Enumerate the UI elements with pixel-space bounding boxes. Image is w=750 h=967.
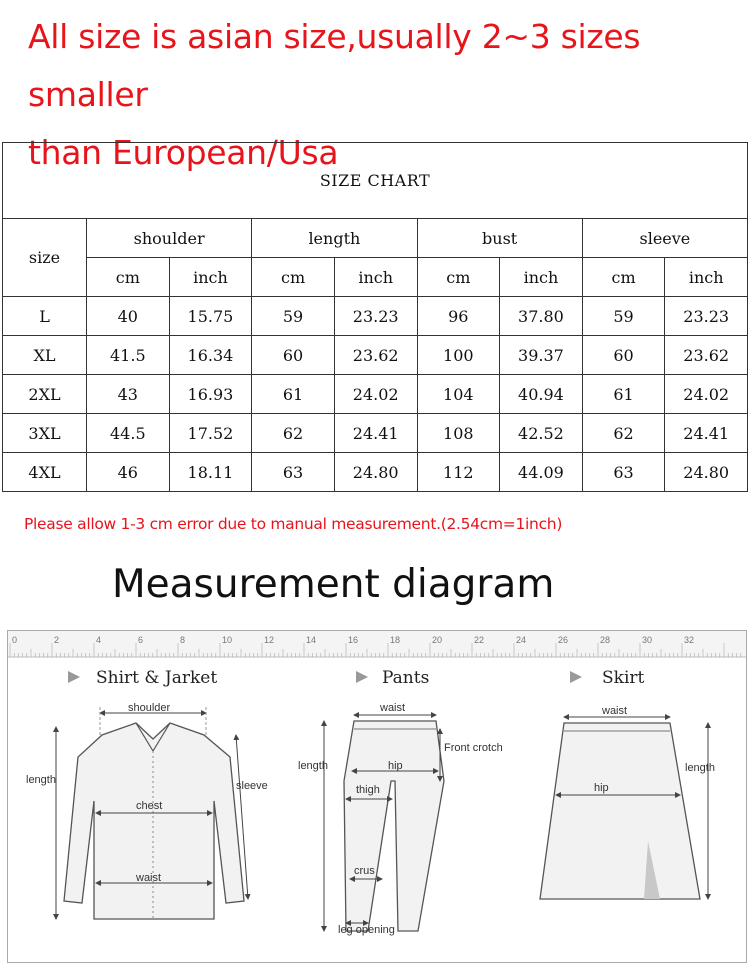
ruler-number: 16 — [348, 635, 359, 645]
ruler — [8, 631, 746, 657]
ruler-number: 0 — [12, 635, 18, 645]
skirt-hip-label: hip — [594, 782, 609, 794]
group-header-shoulder: shoulder — [87, 219, 252, 258]
value-cell: 46 — [87, 453, 170, 492]
unit-header: cm — [417, 258, 500, 297]
shirt-waist-label: waist — [136, 872, 162, 884]
ruler-number: 32 — [684, 635, 695, 645]
diagram-title: Measurement diagram — [112, 562, 555, 607]
table-row — [3, 297, 748, 336]
value-cell: 24.80 — [334, 453, 417, 492]
skirt-length-label: length — [685, 762, 715, 774]
unit-header: inch — [665, 258, 748, 297]
value-cell: 60 — [252, 336, 335, 375]
shirt-title: Shirt & Jarket — [96, 668, 218, 688]
ruler-number: 10 — [222, 635, 233, 645]
unit-header: cm — [87, 258, 170, 297]
shirt-shoulder-label: shoulder — [128, 702, 171, 714]
shirt-length-label: length — [26, 774, 56, 786]
unit-header: cm — [252, 258, 335, 297]
ruler-number: 4 — [96, 635, 102, 645]
unit-header: inch — [169, 258, 252, 297]
pants-waist-label: waist — [380, 702, 406, 714]
shirt-chest-label: chest — [136, 800, 163, 812]
pants-section — [298, 668, 503, 936]
value-cell: 23.62 — [665, 336, 748, 375]
value-cell: 61 — [252, 375, 335, 414]
value-cell: 39.37 — [500, 336, 583, 375]
ruler-number: 22 — [474, 635, 485, 645]
triangle-bullet-icon — [68, 671, 80, 683]
pants-hip-label: hip — [388, 760, 403, 772]
value-cell: 24.02 — [665, 375, 748, 414]
value-cell: 24.41 — [665, 414, 748, 453]
unit-header: inch — [500, 258, 583, 297]
value-cell: 24.41 — [334, 414, 417, 453]
size-chart-table — [2, 142, 748, 492]
unit-header: cm — [582, 258, 665, 297]
size-cell: 2XL — [3, 375, 87, 414]
value-cell: 23.62 — [334, 336, 417, 375]
ruler-number: 14 — [306, 635, 317, 645]
skirt-title: Skirt — [602, 668, 645, 688]
size-chart-title: SIZE CHART — [3, 143, 748, 219]
size-cell: 3XL — [3, 414, 87, 453]
value-cell: 96 — [417, 297, 500, 336]
ruler-number: 26 — [558, 635, 569, 645]
size-cell: XL — [3, 336, 87, 375]
value-cell: 61 — [582, 375, 665, 414]
value-cell: 41.5 — [87, 336, 170, 375]
skirt-waist-label: waist — [602, 705, 628, 717]
table-row — [3, 453, 748, 492]
ruler-number: 24 — [516, 635, 527, 645]
group-header-length: length — [252, 219, 417, 258]
value-cell: 37.80 — [500, 297, 583, 336]
pants-crus-label: crus — [354, 865, 375, 877]
table-row — [3, 414, 748, 453]
value-cell: 16.93 — [169, 375, 252, 414]
value-cell: 62 — [582, 414, 665, 453]
ruler-number: 28 — [600, 635, 611, 645]
pants-icon — [344, 721, 444, 931]
ruler-number: 8 — [180, 635, 186, 645]
skirt-section — [540, 668, 715, 899]
table-row — [3, 336, 748, 375]
value-cell: 62 — [252, 414, 335, 453]
value-cell: 23.23 — [665, 297, 748, 336]
group-header-bust: bust — [417, 219, 582, 258]
shirt-sleeve-label: sleeve — [236, 780, 268, 792]
value-cell: 42.52 — [500, 414, 583, 453]
triangle-bullet-icon — [570, 671, 582, 683]
pants-length-label: length — [298, 760, 328, 772]
shirt-icon — [64, 723, 244, 919]
value-cell: 108 — [417, 414, 500, 453]
value-cell: 44.5 — [87, 414, 170, 453]
ruler-number: 2 — [54, 635, 60, 645]
ruler-number: 18 — [390, 635, 401, 645]
value-cell: 40 — [87, 297, 170, 336]
value-cell: 63 — [582, 453, 665, 492]
ruler-number: 20 — [432, 635, 443, 645]
value-cell: 59 — [252, 297, 335, 336]
notice-line-1: All size is asian size,usually 2~3 sizes smaller — [28, 17, 641, 114]
size-column-header: size — [3, 219, 87, 297]
value-cell: 44.09 — [500, 453, 583, 492]
value-cell: 18.11 — [169, 453, 252, 492]
measurement-error-note: Please allow 1-3 cm error due to manual measurement.(2.54cm=1inch) — [24, 515, 563, 533]
value-cell: 24.80 — [665, 453, 748, 492]
notice-line-2: than European/Usa — [28, 133, 339, 172]
value-cell: 17.52 — [169, 414, 252, 453]
pants-front-crotch-label: Front crotch — [444, 742, 503, 754]
value-cell: 16.34 — [169, 336, 252, 375]
ruler-number: 30 — [642, 635, 653, 645]
pants-title: Pants — [382, 668, 430, 688]
unit-header: inch — [334, 258, 417, 297]
pants-leg-opening-label: leg opening — [338, 924, 395, 936]
size-cell: 4XL — [3, 453, 87, 492]
skirt-icon — [540, 723, 700, 899]
value-cell: 112 — [417, 453, 500, 492]
value-cell: 15.75 — [169, 297, 252, 336]
size-cell: L — [3, 297, 87, 336]
ruler-number: 12 — [264, 635, 275, 645]
shirt-section — [26, 668, 268, 919]
value-cell: 40.94 — [500, 375, 583, 414]
pants-thigh-label: thigh — [356, 784, 380, 796]
measurement-diagram — [7, 630, 747, 963]
value-cell: 100 — [417, 336, 500, 375]
value-cell: 104 — [417, 375, 500, 414]
ruler-number: 6 — [138, 635, 144, 645]
value-cell: 24.02 — [334, 375, 417, 414]
table-row — [3, 375, 748, 414]
value-cell: 23.23 — [334, 297, 417, 336]
group-header-sleeve: sleeve — [582, 219, 747, 258]
value-cell: 63 — [252, 453, 335, 492]
value-cell: 60 — [582, 336, 665, 375]
value-cell: 59 — [582, 297, 665, 336]
triangle-bullet-icon — [356, 671, 368, 683]
value-cell: 43 — [87, 375, 170, 414]
